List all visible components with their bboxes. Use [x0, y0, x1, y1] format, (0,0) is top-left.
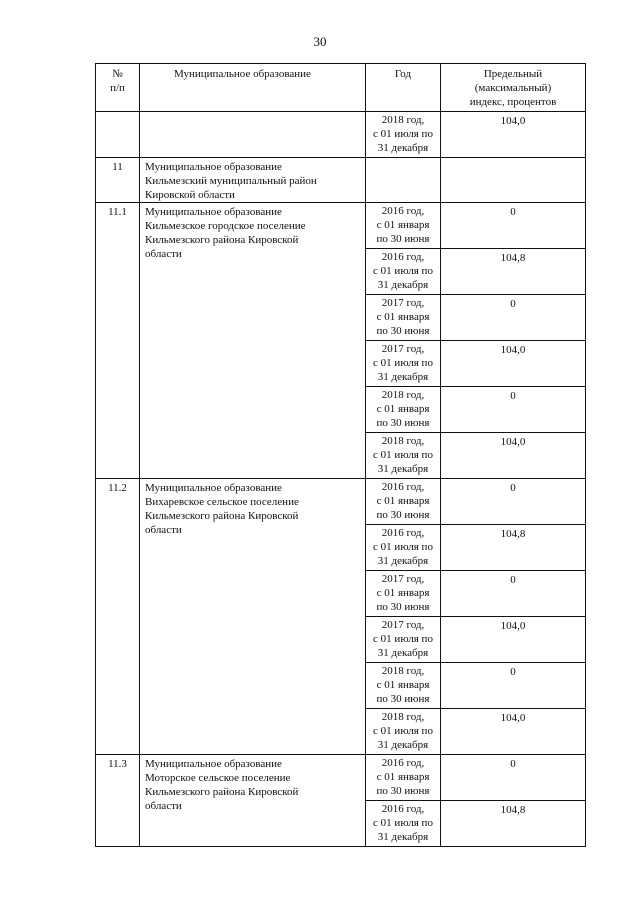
period-cell: 2016 год, с 01 января по 30 июня	[366, 479, 441, 525]
index-value: 104,8	[441, 525, 586, 571]
table-row	[96, 203, 586, 249]
period-cell: 2017 год, с 01 июля по 31 декабря	[366, 617, 441, 663]
period-cell: 2018 год, с 01 июля по 31 декабря	[366, 112, 441, 158]
num-cell	[96, 112, 140, 158]
index-value: 0	[441, 203, 586, 249]
period-cell: 2017 год, с 01 июля по 31 декабря	[366, 341, 441, 387]
index-value: 104,8	[441, 249, 586, 295]
period-cell: 2016 год, с 01 января по 30 июня	[366, 755, 441, 801]
municipality-name: Муниципальное образование Вихаревское сельское поселение Кильмезского района Кировской области	[140, 479, 366, 755]
header-num: № п/п	[96, 64, 140, 112]
period-cell: 2016 год, с 01 июля по 31 декабря	[366, 249, 441, 295]
row-number: 11.3	[96, 755, 140, 847]
index-value: 0	[441, 663, 586, 709]
index-value: 0	[441, 571, 586, 617]
municipality-name: Муниципальное образование Моторское сельское поселение Кильмезского района Кировской области	[140, 755, 366, 847]
table-row	[96, 755, 586, 801]
index-value	[441, 158, 586, 203]
period-cell: 2018 год, с 01 июля по 31 декабря	[366, 709, 441, 755]
row-number: 11.1	[96, 203, 140, 479]
header-index: Предельный (максимальный) индекс, процентов	[441, 64, 586, 112]
municipality-name: Муниципальное образование Кильмезский муниципальный район Кировской области	[140, 158, 366, 203]
period-cell	[366, 158, 441, 203]
row-number: 11.2	[96, 479, 140, 755]
period-cell: 2018 год, с 01 января по 30 июня	[366, 387, 441, 433]
tariff-index-table	[95, 63, 586, 847]
row-number: 11	[96, 158, 140, 203]
table-header-row	[96, 64, 586, 112]
period-cell: 2016 год, с 01 января по 30 июня	[366, 203, 441, 249]
period-cell: 2016 год, с 01 июля по 31 декабря	[366, 801, 441, 847]
index-value: 104,0	[441, 112, 586, 158]
index-value: 104,0	[441, 433, 586, 479]
header-municipality: Муниципальное образование	[140, 64, 366, 112]
index-value: 0	[441, 755, 586, 801]
index-value: 0	[441, 387, 586, 433]
municipality-name: Муниципальное образование Кильмезское городское поселение Кильмезского района Кировской области	[140, 203, 366, 479]
index-value: 0	[441, 479, 586, 525]
period-cell: 2016 год, с 01 июля по 31 декабря	[366, 525, 441, 571]
page-number: 30	[313, 34, 327, 49]
period-cell: 2017 год, с 01 января по 30 июня	[366, 571, 441, 617]
index-value: 0	[441, 295, 586, 341]
period-cell: 2018 год, с 01 января по 30 июня	[366, 663, 441, 709]
period-cell: 2018 год, с 01 июля по 31 декабря	[366, 433, 441, 479]
index-value: 104,8	[441, 801, 586, 847]
table-row	[96, 158, 586, 203]
index-value: 104,0	[441, 341, 586, 387]
table-row	[96, 112, 586, 158]
index-value: 104,0	[441, 709, 586, 755]
table-row	[96, 479, 586, 525]
index-value: 104,0	[441, 617, 586, 663]
header-year: Год	[366, 64, 441, 112]
municipality-cell	[140, 112, 366, 158]
period-cell: 2017 год, с 01 января по 30 июня	[366, 295, 441, 341]
